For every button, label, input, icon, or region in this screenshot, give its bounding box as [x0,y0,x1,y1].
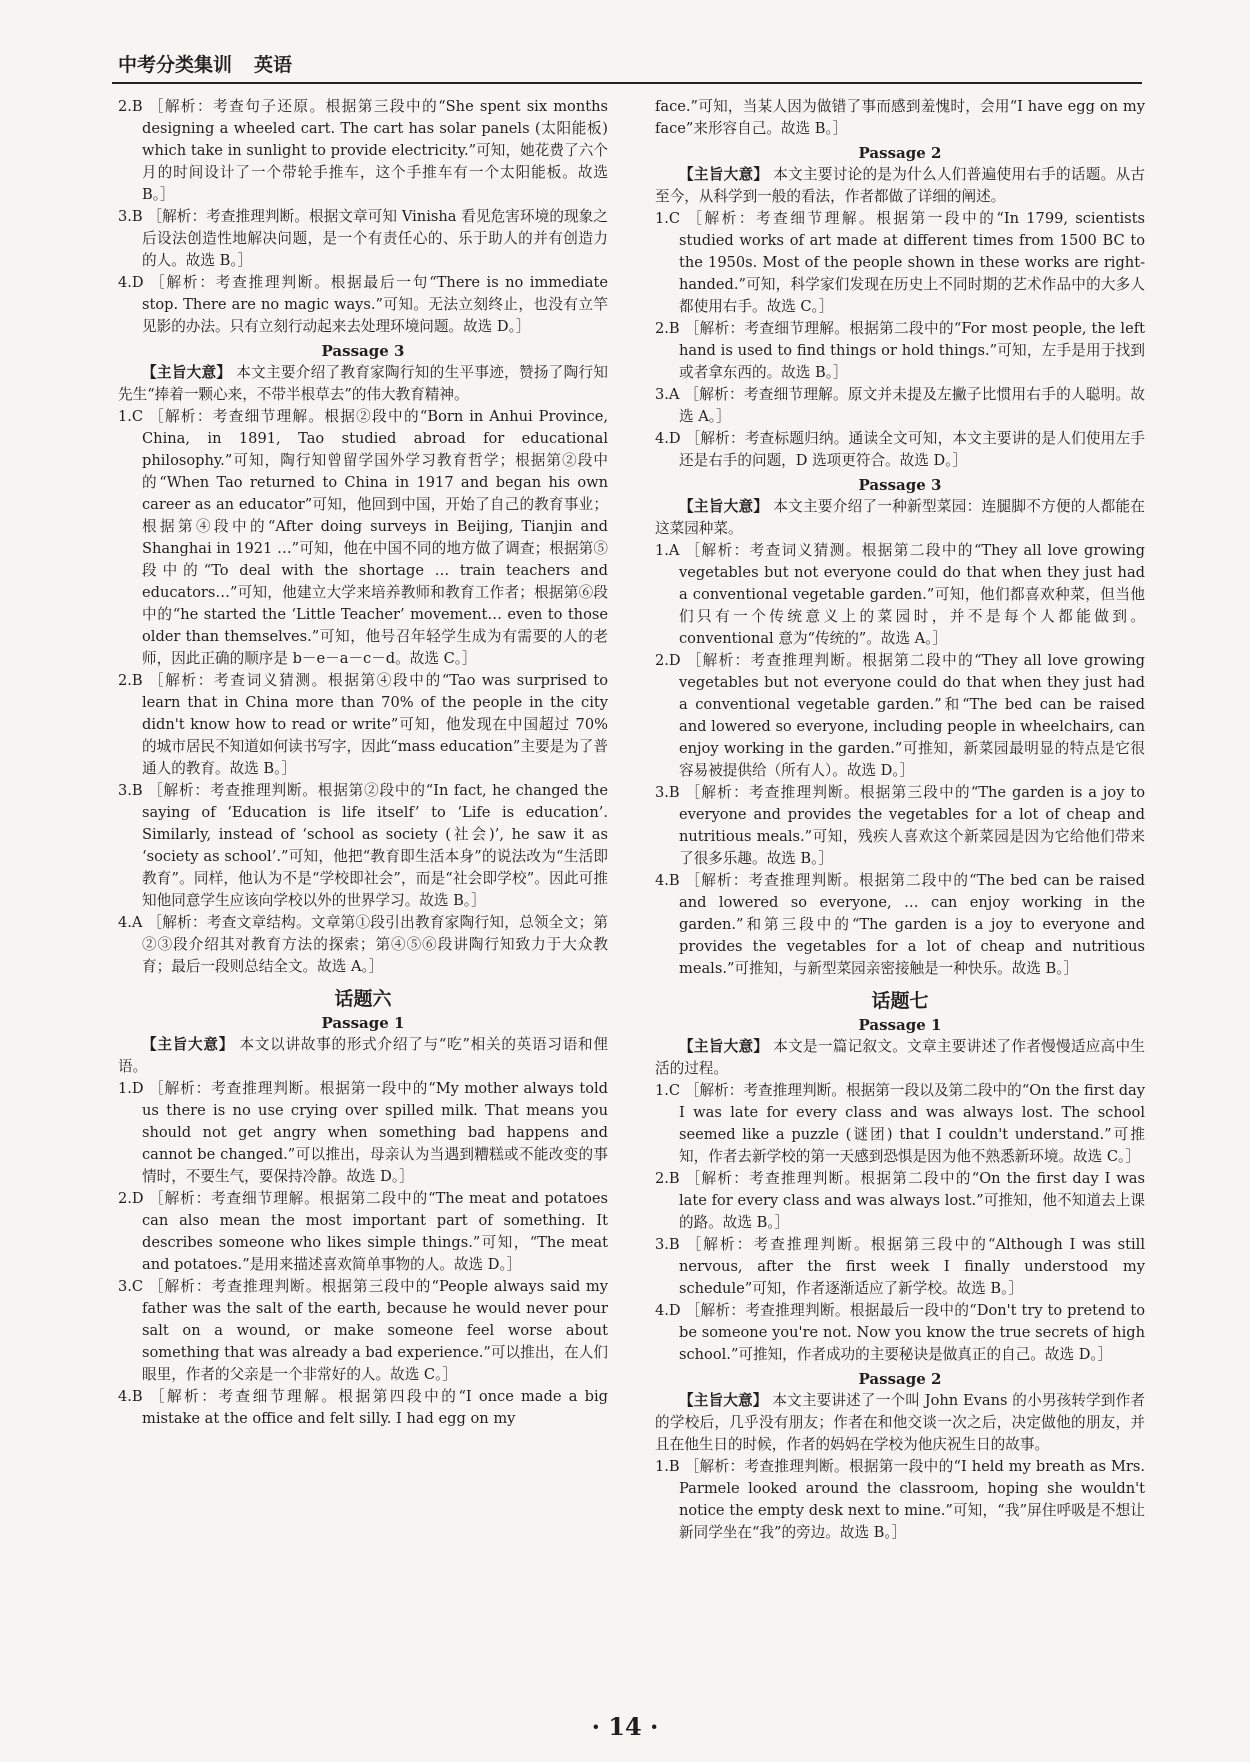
answer-item: 3.B ［解析：考查推理判断。根据第三段中的“Although I was still nervous, after the first week I finally understood my schedule”可知，作者逐渐适应了新学校。故选 B。］ [655,1236,1145,1297]
answer-item: 4.B ［解析：考查细节理解。根据第四段中的“I once made a big mistake at the office and felt silly. I had egg on my [118,1388,608,1427]
passage-heading: Passage 1 [858,1016,942,1034]
topic-heading: 话题七 [871,990,929,1012]
passage-heading: Passage 1 [321,1014,405,1032]
main-idea [655,1390,1145,1456]
main-idea-tag: 【主旨大意】 [142,1036,235,1053]
passage-heading: Passage 2 [858,144,942,162]
topic-heading: 话题六 [334,988,392,1010]
answer-item: 4.A ［解析：考查文章结构。文章第①段引出教育家陶行知，总领全文；第②③段介绍其对教育方法的探索；第④⑤⑥段讲陶行知致力于大众教育；最后一段则总结全文。故选 A。］ [118,914,608,975]
answer-item: 2.B ［解析：考查推理判断。根据第二段中的“On the first day I was late for every class and was always lost.”可推知，他不知道去上课的路。故选 B。］ [655,1170,1145,1231]
main-idea-text: 本文主要讲述了一个叫 John Evans 的小男孩转学到作者的学校后，几乎没有朋友；作者在和他交谈一次之后，决定做他的朋友，并且在他生日的时候，作者的妈妈在学校为他庆祝生日的故事。 [655,1392,1145,1453]
answer-item: 1.C ［解析：考查细节理解。根据②段中的“Born in Anhui Province, China, in 1891, Tao studied abroad for educational philosophy.”可知，陶行知曾留学国外学习教育哲学；根据第②段中的“When Tao returned to China in 1917 and began his own career as an educator”可知，他回到中国，开始了自己的教育事业；根据第④段中的“After doing surveys in Beijing, Tianjin and Shanghai in 1921 …”可知，他在中国不同的地方做了调查；根据第⑤段中的“To deal with the shortage … train teachers and educators…”可知，他建立大学来培养教师和教育工作者；根据第⑥段中的“he started the ‘Little Teacher’ movement… even to those older than themselves.”可知，他号召年轻学生成为有需要的人的老师，因此正确的顺序是 b－e－a－c－d。故选 C。］ [118,408,608,667]
answer-item: 1.C ［解析：考查推理判断。根据第一段以及第二段中的“On the first day I was late for every class and was always lost. The school seemed like a puzzle (谜团) that I couldn't understand.”可推知，作者去新学校的第一天感到恐惧是因为他不熟悉新环境。故选 C。］ [655,1082,1145,1165]
answer-item: 1.A ［解析：考查词义猜测。根据第二段中的“They all love growing vegetables but not everyone could do that when they just had a conventional vegetable garden.”可知，他们都喜欢种菜，但当他们只有一个传统意义上的菜园时，并不是每个人都能做到。conventional 意为“传统的”。故选 A。］ [655,542,1145,647]
header-rule [112,82,1142,84]
answer-item: 4.B ［解析：考查推理判断。根据第二段中的“The bed can be raised and lowered so everyone, … can enjoy working in the garden.”和第三段中的“The garden is a joy to everyone and provides the vegetables for a lot of cheap and nutritious meals.”可推知，与新型菜园亲密接触是一种快乐。故选 B。］ [655,872,1145,977]
answer-item: 2.D ［解析：考查推理判断。根据第二段中的“They all love growing vegetables but not everyone could do that when they just had a conventional vegetable garden.”和“The bed can be raised and lowered so everyone, including people in wheelchairs, can enjoy working in the garden.”可推知，新菜园最明显的特点是它很容易被提供给（所有人）。故选 D。］ [655,652,1145,779]
main-idea [655,164,1145,208]
answer-item: 3.C ［解析：考查推理判断。根据第三段中的“People always said my father was the salt of the earth, because he would never pour salt on a wound, or make someone feel worse about something that was already a bad experience.”可以推出，在人们眼里，作者的父亲是一个非常好的人。故选 C。］ [118,1278,608,1383]
answer-item: 3.B ［解析：考查推理判断。根据第②段中的“In fact, he changed the saying of ‘Education is life itself’ to ‘Life is education’. Similarly, instead of ‘school as society (社会)’, he saw it as ‘society as school’.”可知，他把“教育即生活本身”的说法改为“生活即教育”。同样，他认为不是“学校即社会”，而是“社会即学校”。因此可推知他同意学生应该向学校以外的世界学习。故选 B。］ [118,782,608,909]
answer-item: 2.D ［解析：考查细节理解。根据第二段中的“The meat and potatoes can also mean the most important part of something. It describes someone who likes simple things.”可知，“The meat and potatoes.”是用来描述喜欢简单事物的人。故选 D。］ [118,1190,608,1273]
answer-item: 2.B ［解析：考查词义猜测。根据第④段中的“Tao was surprised to learn that in China more than 70% of the people in the city didn't know how to read or write”可知，他发现在中国超过 70% 的城市居民不知道如何读书写字，因此“mass education”主要是为了普通人的教育。故选 B。］ [118,672,608,777]
passage-heading: Passage 3 [321,342,405,360]
page-header [118,50,292,77]
continued-text: face.”可知，当某人因为做错了事而感到羞愧时，会用“I have egg on my face”来形容自己。故选 B。］ [655,98,1145,137]
answer-item: 2.B ［解析：考查细节理解。根据第二段中的“For most people, the left hand is used to find things or hold things.”可知，左手是用于找到或者拿东西的。故选 B。］ [655,320,1145,381]
answer-item: 1.B ［解析：考查推理判断。根据第一段中的“I held my breath as Mrs. Parmele looked around the classroom, hoping she wouldn't notice the empty desk next to mine.”可知，“我”屏住呼吸是不想让新同学坐在“我”的旁边。故选 B。］ [655,1458,1145,1541]
main-idea-text: 本文以讲故事的形式介绍了与“吃”相关的英语习语和俚语。 [118,1036,608,1075]
left-column [118,96,608,1430]
answer-item: 4.D ［解析：考查标题归纳。通读全文可知，本文主要讲的是人们使用左手还是右手的问题，D 选项更符合。故选 D。］ [655,430,1145,469]
main-idea-text: 本文是一篇记叙文。文章主要讲述了作者慢慢适应高中生活的过程。 [655,1038,1145,1077]
right-column [655,96,1145,1544]
answer-item: 3.A ［解析：考查细节理解。原文并未提及左撇子比惯用右手的人聪明。故选 A。］ [655,386,1145,425]
main-idea-text: 本文主要介绍了教育家陶行知的生平事迹，赞扬了陶行知先生“捧着一颗心来，不带半根草去”的伟大教育精神。 [118,364,608,403]
main-idea-text: 本文主要介绍了一种新型菜园：连腿脚不方便的人都能在这菜园种菜。 [655,498,1145,537]
main-idea [655,1036,1145,1080]
answer-item: 3.B ［解析：考查推理判断。根据文章可知 Vinisha 看见危害环境的现象之后设法创造性地解决问题，是一个有责任心的、乐于助人的并有创造力的人。故选 B。］ [118,208,608,269]
main-idea [655,496,1145,540]
answer-item: 4.D ［解析：考查推理判断。根据最后一段中的“Don't try to pretend to be someone you're not. Now you know the true secrets of high school.”可推知，作者成功的主要秘诀是做真正的自己。故选 D。］ [655,1302,1145,1363]
subject-label: 英语 [254,54,293,76]
answer-item: 2.B ［解析：考查句子还原。根据第三段中的“She spent six months designing a wheeled cart. The cart has solar panels (太阳能板) which take in sunlight to provide electricity.”可知，她花费了六个月的时间设计了一个带轮手推车，这个手推车有一个太阳能板。故选 B。］ [118,98,608,203]
page-number: · 14 · [591,1712,659,1741]
answer-item: 3.B ［解析：考查推理判断。根据第三段中的“The garden is a joy to everyone and provides the vegetables for a lot of cheap and nutritious meals.”可知，残疾人喜欢这个新菜园是因为它给他们带来了很多乐趣。故选 B。］ [655,784,1145,867]
main-idea-tag: 【主旨大意】 [679,1038,769,1055]
main-idea [118,362,608,406]
main-idea-tag: 【主旨大意】 [142,364,232,381]
main-idea-tag: 【主旨大意】 [679,166,769,183]
answer-item: 1.C ［解析：考查细节理解。根据第一段中的“In 1799, scientists studied works of art made at different times from 1500 BC to the 1950s. Most of the people shown in these works are right-handed.”可知，科学家们发现在历史上不同时期的艺术作品中的大多人都使用右手。故选 C。］ [655,210,1145,315]
main-idea-text: 本文主要讨论的是为什么人们普遍使用右手的话题。从古至今，从科学到一般的看法，作者都做了详细的阐述。 [655,166,1145,205]
main-idea-tag: 【主旨大意】 [679,1392,768,1409]
passage-heading: Passage 2 [858,1370,942,1388]
passage-heading: Passage 3 [858,476,942,494]
book-title: 中考分类集训 [118,54,233,76]
main-idea [118,1034,608,1078]
answer-item: 1.D ［解析：考查推理判断。根据第一段中的“My mother always told us there is no use crying over spilled milk. That means you should not get angry when something bad happens and cannot be changed.”可以推出，母亲认为当遇到糟糕或不能改变的事情时，不要生气，要保持冷静。故选 D。］ [118,1080,608,1185]
main-idea-tag: 【主旨大意】 [679,498,769,515]
answer-item: 4.D ［解析：考查推理判断。根据最后一句“There is no immediate stop. There are no magic ways.”可知。无法立刻终止，也没有立竿见影的办法。只有立刻行动起来去处理环境问题。故选 D。］ [118,274,608,335]
